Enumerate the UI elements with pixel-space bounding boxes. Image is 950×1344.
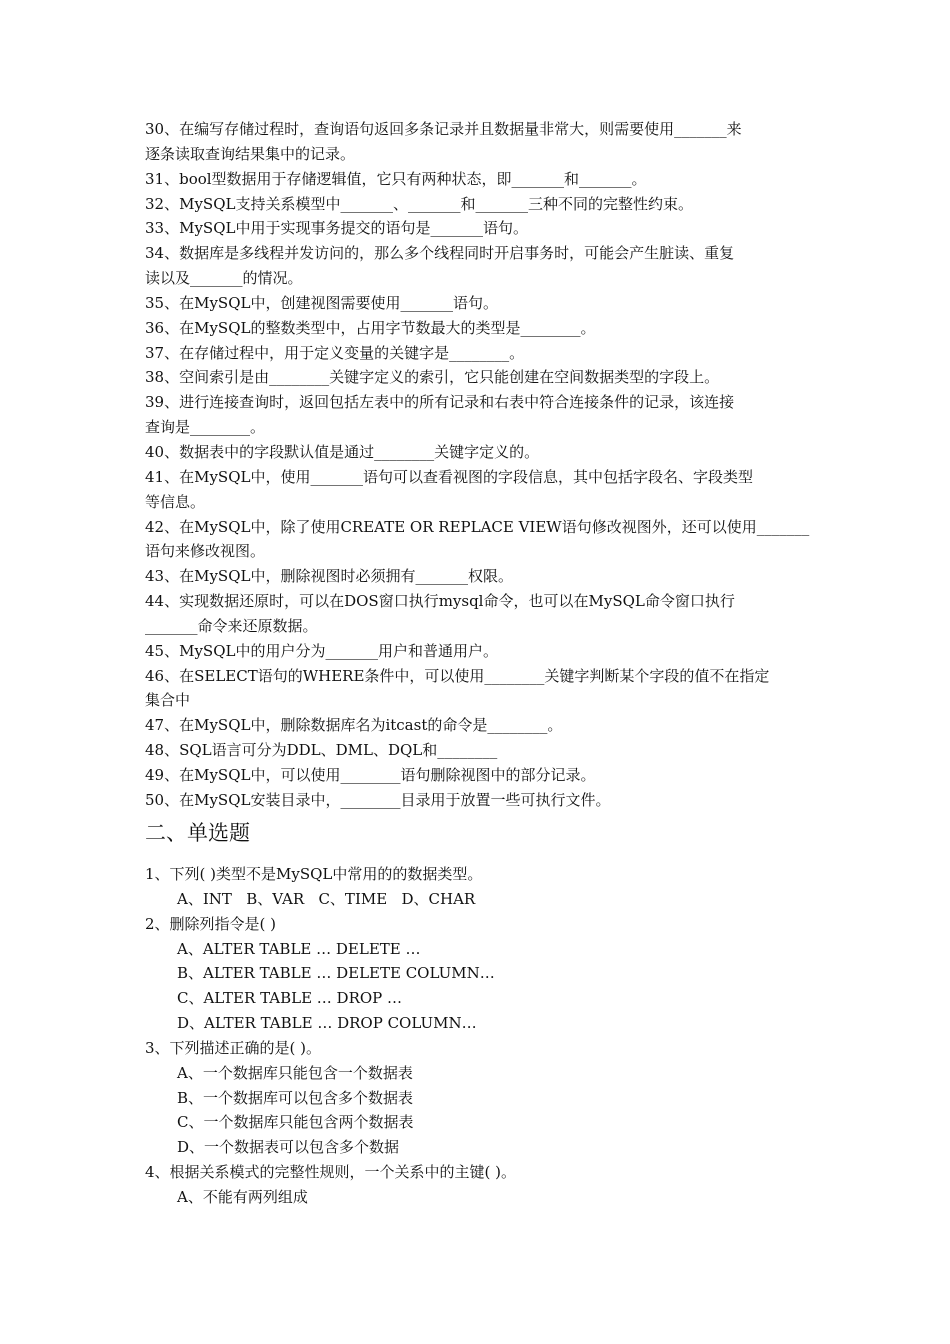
option-line: B、ALTER TABLE … DELETE COLUMN… (177, 964, 495, 983)
option-line: D、ALTER TABLE … DROP COLUMN… (177, 1014, 477, 1033)
text-line: _______命令来还原数据。 (145, 616, 318, 635)
text-line: 等信息。 (145, 492, 206, 511)
text-line: 34、数据库是多线程并发访问的，那么多个线程同时开启事务时，可能会产生脏读、重复 (145, 244, 735, 263)
text-line: 30、在编写存储过程时，查询语句返回多条记录并且数据量非常大，则需要使用_______来 (145, 120, 742, 138)
text-line: 46、在SELECT语句的WHERE条件中，可以使用________关键字判断某个字段的值不在指定 (145, 666, 770, 685)
question-text: 3、下列描述正确的是( )。 (145, 1038, 322, 1057)
text-line: 31、bool型数据用于存储逻辑值，它只有两种状态，即_______和_______。 (145, 169, 647, 188)
option-line: B、一个数据库可以包含多个数据表 (177, 1088, 414, 1107)
option-line: C、一个数据库只能包含两个数据表 (177, 1113, 414, 1132)
text-line: 43、在MySQL中，删除视图时必须拥有_______权限。 (145, 567, 513, 586)
option-line: A、INT B、VAR C、TIME D、CHAR (177, 889, 476, 908)
question-text: 4、根据关系模式的完整性规则，一个关系中的主键( )。 (145, 1163, 517, 1182)
text-line: 42、在MySQL中，除了使用CREATE OR REPLACE VIEW语句修改视图外，还可以使用_______ (145, 517, 810, 536)
option-line: A、ALTER TABLE … DELETE … (177, 939, 421, 958)
text-line: 36、在MySQL的整数类型中，占用字节数最大的类型是________。 (145, 318, 596, 337)
section-heading: 二、单选题 (145, 821, 250, 845)
text-line: 逐条读取查询结果集中的记录。 (145, 144, 356, 163)
text-line: 集合中 (145, 691, 191, 710)
multiple-choice-questions (145, 862, 810, 1210)
text-line: 32、MySQL支持关系模型中_______、_______和_______三种不同的完整性约束。 (145, 194, 693, 213)
text-line: 48、SQL语言可分为DDL、DML、DQL和________ (145, 741, 498, 760)
question-text: 1、下列( )类型不是MySQL中常用的的数据类型。 (145, 865, 483, 883)
text-line: 38、空间索引是由________关键字定义的索引，它只能创建在空间数据类型的字段上。 (145, 368, 720, 387)
text-line: 39、进行连接查询时，返回包括左表中的所有记录和右表中符合连接条件的记录，该连接 (145, 393, 735, 412)
text-line: 44、实现数据还原时，可以在DOS窗口执行mysql命令，也可以在MySQL命令窗口执行 (145, 592, 735, 611)
text-line: 49、在MySQL中，可以使用________语句删除视图中的部分记录。 (145, 765, 596, 784)
text-line: 47、在MySQL中，删除数据库名为itcast的命令是________。 (145, 716, 563, 735)
question-text: 2、删除列指令是( ) (145, 914, 277, 933)
text-line: 50、在MySQL安装目录中，________目录用于放置一些可执行文件。 (145, 790, 611, 809)
text-line: 37、在存储过程中，用于定义变量的关键字是________。 (145, 343, 525, 362)
text-line: 35、在MySQL中，创建视图需要使用_______语句。 (145, 293, 498, 312)
text-line: 45、MySQL中的用户分为_______用户和普通用户。 (145, 641, 498, 660)
text-line: 40、数据表中的字段默认值是通过________关键字定义的。 (145, 442, 540, 461)
text-line: 查询是________。 (145, 418, 266, 437)
text-line: 41、在MySQL中，使用_______语句可以查看视图的字段信息，其中包括字段名、字段类型 (145, 467, 753, 486)
text-line: 33、MySQL中用于实现事务提交的语句是_______语句。 (145, 219, 528, 238)
fill-in-questions (145, 117, 810, 813)
text-line: 语句来修改视图。 (145, 542, 266, 561)
option-line: A、一个数据库只能包含一个数据表 (177, 1063, 413, 1082)
option-line: A、不能有两列组成 (177, 1187, 308, 1206)
option-line: D、一个数据表可以包含多个数据 (177, 1138, 400, 1157)
option-line: C、ALTER TABLE … DROP … (177, 989, 403, 1008)
text-line: 读以及_______的情况。 (145, 269, 303, 288)
